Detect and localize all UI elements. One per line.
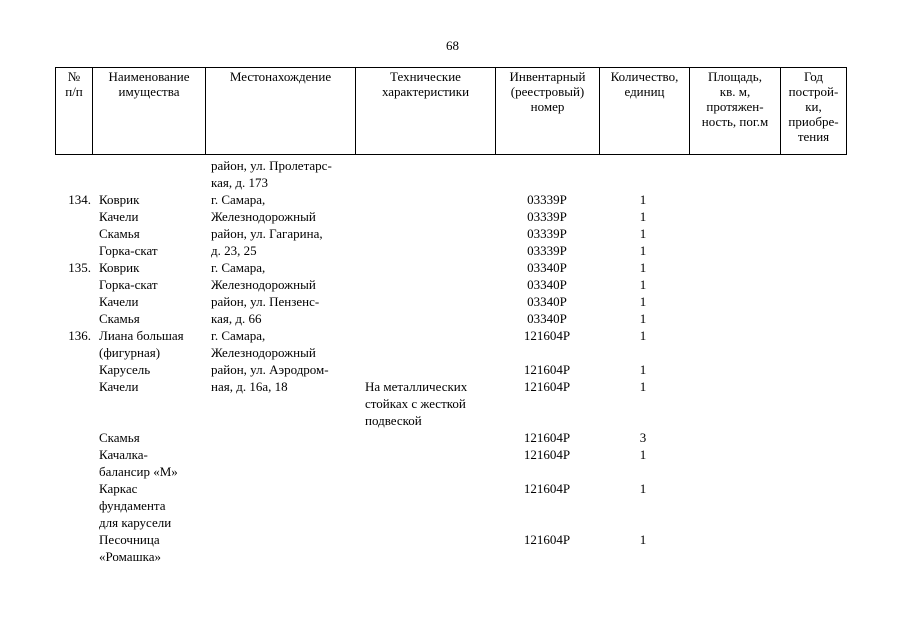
cell-name: Горка-скат (99, 277, 158, 292)
cell-name: Карусель (99, 362, 151, 377)
cell-number: 134. (68, 192, 91, 207)
header-name (93, 68, 206, 155)
table-row (55, 327, 846, 344)
header-line: ность, пог.м (701, 114, 769, 129)
header-line: протяжен- (706, 99, 764, 114)
cell-location: г. Самара, (211, 192, 266, 207)
cell-inventory: 03340Р (527, 311, 567, 326)
cell-quantity: 1 (639, 209, 647, 224)
cell-quantity: 1 (639, 294, 647, 309)
cell-name: «Ромашка» (99, 549, 161, 564)
cell-name: для карусели (99, 515, 172, 530)
header-line: Технические (390, 69, 461, 84)
header-tech (356, 68, 496, 155)
cell-quantity: 1 (639, 277, 647, 292)
table-row (55, 429, 846, 446)
cell-name: Качели (99, 294, 139, 309)
header-number (56, 68, 93, 155)
cell-quantity: 1 (639, 379, 647, 394)
cell-quantity: 1 (639, 532, 647, 547)
cell-inventory: 03340Р (527, 260, 567, 275)
cell-location: кая, д. 66 (211, 311, 262, 326)
cell-name: (фигурная) (99, 345, 161, 360)
cell-inventory: 121604Р (523, 379, 571, 394)
table-row (55, 361, 846, 378)
header-location (206, 68, 356, 155)
cell-inventory: 121604Р (523, 481, 571, 496)
header-line: Площадь, (708, 69, 762, 84)
cell-name: Лиана большая (99, 328, 184, 343)
cell-tech: стойках с жесткой (365, 396, 466, 411)
cell-inventory: 03339Р (527, 226, 567, 241)
cell-inventory: 03339Р (527, 192, 567, 207)
cell-number: 136. (68, 328, 91, 343)
header-line: имущества (118, 84, 180, 99)
header-line: построй- (788, 84, 839, 99)
cell-quantity: 1 (639, 243, 647, 258)
table-row (55, 531, 846, 548)
table-row (55, 157, 846, 174)
cell-inventory: 121604Р (523, 328, 571, 343)
header-line: характеристики (381, 84, 470, 99)
table-body (55, 157, 846, 565)
cell-name: Коврик (99, 192, 140, 207)
cell-location: район, ул. Гагарина, (211, 226, 323, 241)
cell-inventory: 03340Р (527, 294, 567, 309)
header-line: тения (797, 129, 830, 144)
table-row (55, 191, 846, 208)
cell-name: фундамента (99, 498, 166, 513)
table-row (55, 514, 846, 531)
cell-location: г. Самара, (211, 260, 266, 275)
header-year (781, 68, 847, 155)
table-row (55, 412, 846, 429)
header-line: ки, (805, 99, 822, 114)
table-row (55, 259, 846, 276)
cell-name: Скамья (99, 430, 140, 445)
cell-name: Качалка- (99, 447, 148, 462)
cell-location: Железнодорожный (211, 277, 316, 292)
table-row (55, 293, 846, 310)
header-line: Год (803, 69, 824, 84)
header-line: кв. м, (719, 84, 751, 99)
cell-inventory: 03340Р (527, 277, 567, 292)
header-quantity (600, 68, 690, 155)
cell-quantity: 1 (639, 328, 647, 343)
cell-name: Качели (99, 379, 139, 394)
page-number: 68 (446, 38, 459, 53)
cell-location: Железнодорожный (211, 209, 316, 224)
table-row (55, 480, 846, 497)
cell-location: Железнодорожный (211, 345, 316, 360)
table-row (55, 395, 846, 412)
header-line: № (67, 69, 81, 84)
header-line: номер (530, 99, 565, 114)
table-row (55, 242, 846, 259)
cell-quantity: 1 (639, 192, 647, 207)
cell-inventory: 121604Р (523, 447, 571, 462)
table-row (55, 463, 846, 480)
table-row (55, 548, 846, 565)
cell-location: д. 23, 25 (211, 243, 257, 258)
table-row (55, 208, 846, 225)
table-row (55, 344, 846, 361)
cell-inventory: 121604Р (523, 532, 571, 547)
cell-inventory: 03339Р (527, 209, 567, 224)
table-row (55, 310, 846, 327)
cell-name: Качели (99, 209, 139, 224)
header-line: Местонахождение (229, 69, 332, 84)
header-line: Наименование (108, 69, 190, 84)
cell-quantity: 1 (639, 226, 647, 241)
cell-location: район, ул. Пензенс- (211, 294, 320, 309)
header-area (690, 68, 781, 155)
cell-quantity: 1 (639, 260, 647, 275)
table-row (55, 276, 846, 293)
cell-name: Горка-скат (99, 243, 158, 258)
table-row (55, 174, 846, 191)
header-line: приобре- (788, 114, 839, 129)
cell-quantity: 1 (639, 481, 647, 496)
cell-quantity: 1 (639, 447, 647, 462)
table-row (55, 497, 846, 514)
cell-number: 135. (68, 260, 91, 275)
cell-name: Скамья (99, 311, 140, 326)
cell-name: Скамья (99, 226, 140, 241)
table-row (55, 446, 846, 463)
cell-name: Коврик (99, 260, 140, 275)
cell-inventory: 121604Р (523, 362, 571, 377)
cell-inventory: 121604Р (523, 430, 571, 445)
table-row (55, 225, 846, 242)
header-line: (реестровый) (510, 84, 585, 99)
cell-tech: На металлических (365, 379, 468, 394)
header-line: п/п (65, 84, 83, 99)
cell-quantity: 3 (639, 430, 647, 445)
cell-name: Песочница (99, 532, 160, 547)
cell-location: г. Самара, (211, 328, 266, 343)
table-header (55, 67, 847, 155)
header-line: Инвентарный (509, 69, 586, 84)
cell-location: кая, д. 173 (211, 175, 268, 190)
cell-quantity: 1 (639, 362, 647, 377)
header-line: Количество, (610, 69, 679, 84)
cell-name: балансир «М» (99, 464, 178, 479)
cell-quantity: 1 (639, 311, 647, 326)
header-line: единиц (624, 84, 665, 99)
cell-tech: подвеской (365, 413, 422, 428)
header-inventory (496, 68, 600, 155)
cell-name: Каркас (99, 481, 138, 496)
cell-inventory: 03339Р (527, 243, 567, 258)
cell-location: район, ул. Аэродром- (211, 362, 329, 377)
table-row (55, 378, 846, 395)
cell-location: район, ул. Пролетарс- (211, 158, 332, 173)
cell-location: ная, д. 16а, 18 (211, 379, 288, 394)
